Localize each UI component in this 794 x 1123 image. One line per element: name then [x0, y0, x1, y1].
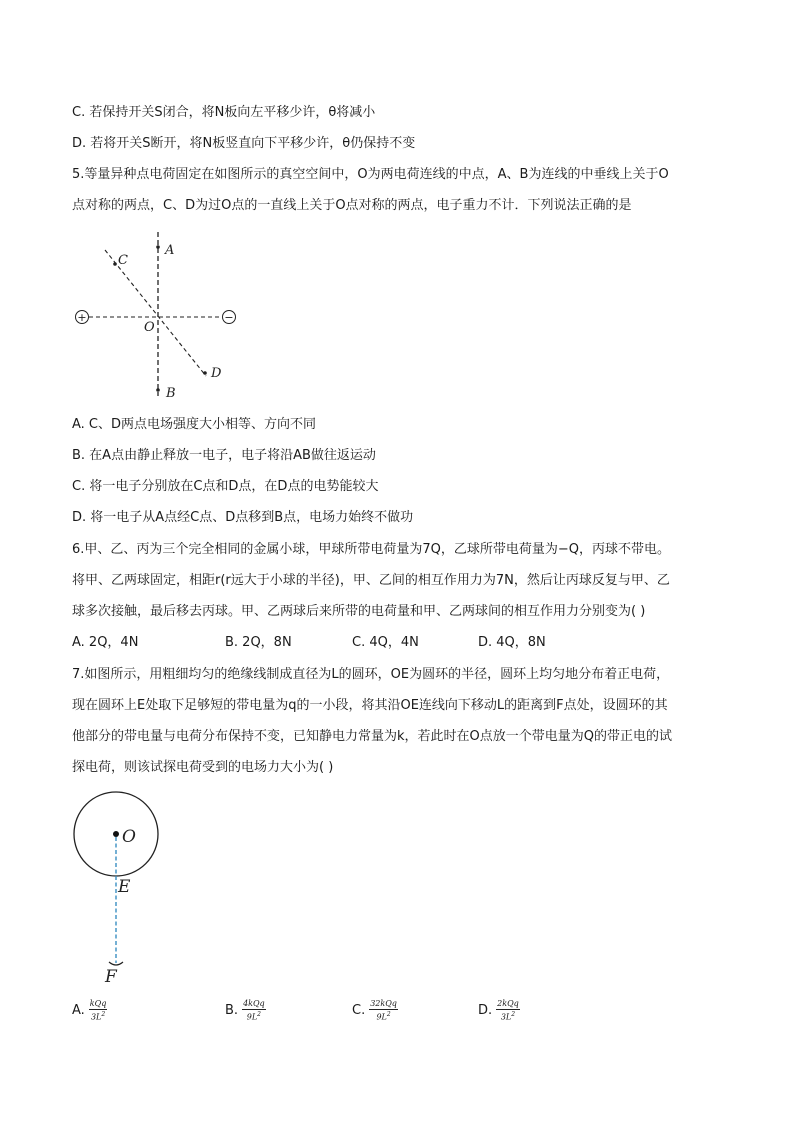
q6-option-b: B. 2Q，8N — [225, 635, 292, 650]
q7-option-d-fraction — [496, 999, 520, 1023]
q7-option-c-exponent: 2 — [386, 1010, 391, 1018]
q7-option-a — [72, 996, 107, 1026]
q5-option-c: C. 将一电子分别放在C点和D点，在D点的电势能较大 — [72, 479, 379, 494]
q7-option-b-denominator: 9L — [246, 1012, 258, 1022]
q7-stem-line2: 现在圆环上E处取下足够短的带电量为q的一小段，将其沿OE连线向下移动L的距离到F点处，设圆环的其 — [72, 698, 668, 713]
q6-stem-line1: 6.甲、乙、丙为三个完全相同的金属小球，甲球所带电荷量为7Q，乙球所带电荷量为−Q，丙球不带电。 — [72, 542, 671, 557]
q7-option-d-prefix: D. — [478, 1003, 493, 1018]
q5-option-b: B. 在A点由静止释放一电子，电子将沿AB做往返运动 — [72, 448, 376, 463]
q5-option-a: A. C、D两点电场强度大小相等、方向不同 — [72, 417, 317, 432]
q6-option-a: A. 2Q，4N — [72, 635, 139, 650]
positive-charge-sign: + — [77, 311, 87, 324]
point-o-label: O — [144, 320, 155, 335]
negative-charge-sign: − — [224, 311, 234, 324]
q7-option-d — [478, 996, 520, 1026]
q7-option-d-denominator: 3L — [500, 1012, 512, 1022]
q7-option-a-exponent: 2 — [101, 1010, 106, 1018]
q7-option-b-exponent: 2 — [257, 1010, 261, 1018]
q5-stem-line2: 点对称的两点，C、D为过O点的一直线上关于O点对称的两点，电子重力不计．下列说法正确的是 — [72, 198, 632, 213]
q6-stem-line3: 球多次接触，最后移去丙球。甲、乙两球后来所带的电荷量和甲、乙两球间的相互作用力分别变为( ) — [72, 604, 646, 619]
q7-ring-diagram — [70, 790, 180, 990]
q7-option-c-prefix: C. — [352, 1003, 366, 1018]
q7-stem-line3: 他部分的带电量与电荷分布保持不变，已知静电力常量为k，若此时在O点放一个带电量为Q的带正电的试 — [72, 729, 672, 744]
q5-field-diagram — [72, 228, 242, 403]
point-f-label: F — [105, 967, 117, 987]
q7-option-a-denominator: 3L — [90, 1012, 102, 1022]
q7-option-d-exponent: 2 — [511, 1010, 516, 1018]
q5-option-d: D. 将一电子从A点经C点、D点移到B点，电场力始终不做功 — [72, 510, 414, 525]
q7-option-d-numerator: 2kQq — [497, 998, 519, 1008]
center-o-label: O — [122, 827, 136, 847]
q4-option-c: C. 若保持开关S闭合，将N板向左平移少许，θ将减小 — [72, 105, 376, 120]
point-c-label: C — [118, 253, 128, 268]
q7-option-b — [225, 996, 266, 1026]
q7-option-c-fraction — [369, 999, 398, 1023]
q6-option-c: C. 4Q，4N — [352, 635, 419, 650]
q6-option-d: D. 4Q，8N — [478, 635, 546, 650]
point-b-label: B — [166, 386, 176, 401]
q7-option-b-numerator: 4kQq — [243, 998, 265, 1008]
q7-option-c — [352, 996, 398, 1026]
q7-option-a-prefix: A. — [72, 1003, 85, 1018]
point-d-label: D — [211, 366, 222, 381]
q7-stem-line4: 探电荷，则该试探电荷受到的电场力大小为( ) — [72, 760, 334, 775]
q7-option-b-fraction — [242, 999, 266, 1023]
q5-stem-line1: 5.等量异种点电荷固定在如图所示的真空空间中，O为两电荷连线的中点，A、B为连线的中垂线上关于O — [72, 167, 669, 182]
q4-option-d: D. 若将开关S断开，将N板竖直向下平移少许，θ仍保持不变 — [72, 136, 416, 151]
point-e-label: E — [118, 877, 131, 897]
point-a-label: A — [165, 243, 175, 258]
q7-option-b-prefix: B. — [225, 1003, 239, 1018]
q7-option-c-numerator: 32kQq — [370, 998, 397, 1008]
q6-stem-line2: 将甲、乙两球固定，相距r(r远大于小球的半径)，甲、乙间的相互作用力为7N，然后让丙球反复与甲、乙 — [72, 573, 670, 588]
q7-option-a-fraction — [89, 999, 108, 1023]
q7-option-c-denominator: 9L — [376, 1012, 387, 1022]
q7-option-a-numerator: kQq — [89, 998, 107, 1008]
q7-stem-line1: 7.如图所示，用粗细均匀的绝缘线制成直径为L的圆环，OE为圆环的半径，圆环上均匀地分布着正电荷， — [72, 667, 670, 682]
